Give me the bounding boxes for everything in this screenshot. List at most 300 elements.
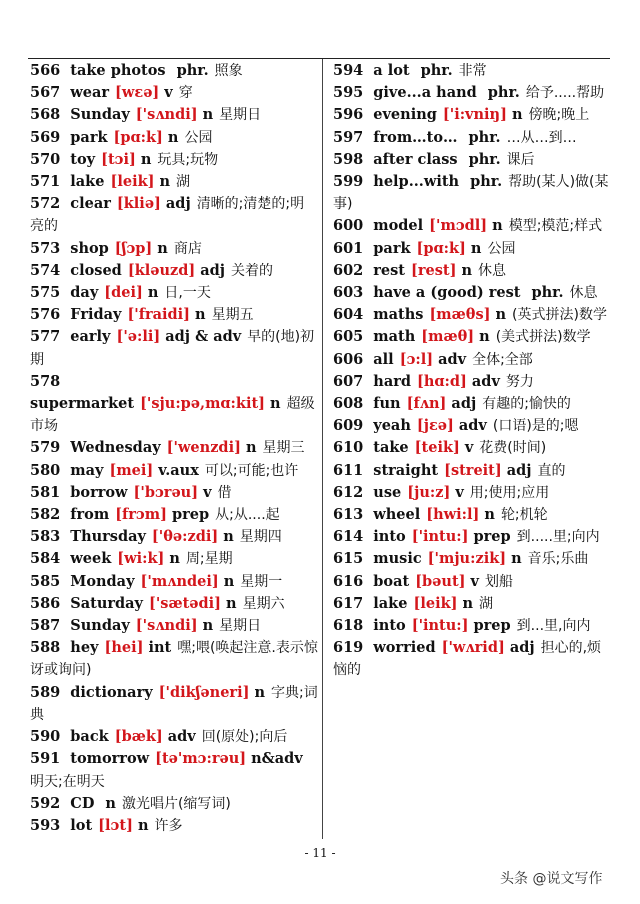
entry-number: 593: [30, 816, 61, 834]
entry-meaning: 关着的: [231, 262, 274, 279]
entry-578: [30, 371, 318, 438]
entry-meaning: (美式拼法)数学: [495, 329, 591, 346]
entry-number: 586: [30, 594, 61, 612]
entry-number: 609: [333, 417, 364, 435]
entry-pos: phr.: [468, 128, 501, 146]
entry-word: from…to…: [373, 128, 458, 146]
entry-number: 607: [333, 372, 364, 390]
entry-615: [333, 548, 611, 570]
entry-583: [30, 526, 318, 548]
entry-word: borrow: [70, 483, 128, 501]
entry-612: [333, 482, 611, 504]
entry-phonetic: [dei]: [104, 284, 143, 302]
entry-phonetic: [kliə]: [116, 195, 161, 213]
entry-pos: phr.: [468, 150, 501, 168]
entry-pos: adj: [509, 639, 535, 657]
entry-604: [333, 304, 611, 326]
entry-meaning: 从;从....起: [215, 507, 280, 524]
entry-word: week: [70, 550, 112, 568]
entry-meaning: 给予.....帮助: [525, 85, 605, 102]
entry-phonetic: [ʃɔp]: [114, 239, 153, 257]
entry-580: [30, 460, 318, 482]
entry-word: model: [373, 217, 424, 235]
entry-number: 614: [333, 528, 364, 546]
entry-word: may: [70, 461, 104, 479]
entry-pos: prep: [473, 528, 511, 546]
entry-word: lake: [70, 173, 105, 191]
entry-phonetic: ['θə:zdi]: [151, 528, 219, 546]
entry-word: supermarket: [30, 395, 135, 413]
entry-pos: n&adv: [251, 750, 303, 768]
entry-phonetic: [frɔm]: [115, 506, 167, 524]
entry-number: 583: [30, 528, 61, 546]
entry-number: 617: [333, 594, 364, 612]
entry-phonetic: [bæk]: [114, 728, 163, 746]
entry-phonetic: [pɑ:k]: [416, 239, 466, 257]
entry-meaning: 照象: [214, 63, 243, 79]
entry-phonetic: ['i:vniŋ]: [442, 106, 507, 124]
entry-number: 606: [333, 350, 364, 368]
entry-word: park: [70, 128, 108, 146]
entry-meaning: 到...里,向内: [516, 618, 591, 635]
entry-meaning: 帮助(某人)做(某事): [333, 174, 609, 213]
entry-meaning: 全体;全部: [472, 351, 533, 368]
entry-number: 573: [30, 239, 61, 257]
entry-word: worried: [373, 639, 436, 657]
entry-meaning: 穿: [178, 85, 193, 102]
entry-number: 596: [333, 106, 364, 124]
entry-584: [30, 548, 318, 570]
entry-number: 579: [30, 439, 61, 457]
entry-word: shop: [70, 239, 109, 257]
entry-phonetic: ['dikʃəneri]: [158, 683, 250, 701]
entry-meaning: 字典;词典: [30, 684, 318, 723]
entry-number: 587: [30, 617, 61, 635]
entry-phonetic: ['sætədi]: [149, 594, 222, 612]
entry-582: [30, 504, 318, 526]
entry-meaning: 轮;机轮: [500, 507, 548, 524]
entry-pos: v.aux: [158, 461, 199, 479]
entry-phonetic: ['ə:li]: [116, 328, 161, 346]
entry-meaning: (英式拼法)数学: [512, 307, 607, 324]
entry-number: 610: [333, 439, 364, 457]
entry-word: clear: [70, 195, 111, 213]
entry-pos: v: [470, 572, 479, 590]
entry-592: [30, 793, 318, 815]
entry-614: [333, 526, 611, 548]
entry-599: [333, 171, 611, 215]
entry-meaning: 努力: [505, 373, 534, 390]
entry-number: 616: [333, 572, 364, 590]
entry-pos: n: [105, 794, 116, 812]
entry-meaning: 湖: [176, 174, 191, 191]
entry-number: 590: [30, 728, 61, 746]
entry-phonetic: ['sʌndi]: [135, 106, 198, 124]
left-column: [30, 60, 318, 837]
entry-phonetic: [tɔi]: [101, 150, 136, 168]
entry-573: [30, 238, 318, 260]
entry-word: day: [70, 284, 99, 302]
entry-pos: phr.: [470, 173, 503, 191]
entry-pos: n: [140, 150, 152, 168]
entry-pos: n: [511, 106, 523, 124]
entry-pos: n: [137, 816, 149, 834]
entry-number: 603: [333, 284, 364, 302]
entry-567: [30, 82, 318, 104]
entry-word: use: [373, 483, 402, 501]
entry-word: closed: [70, 261, 122, 279]
entry-word: Saturday: [70, 594, 143, 612]
entry-576: [30, 304, 318, 326]
entry-meaning: 直的: [537, 462, 566, 479]
entry-pos: adv: [438, 350, 467, 368]
entry-word: wheel: [373, 506, 421, 524]
entry-word: CD: [70, 794, 95, 812]
entry-601: [333, 238, 611, 260]
entry-number: 618: [333, 617, 364, 635]
entry-607: [333, 371, 611, 393]
entry-number: 601: [333, 239, 364, 257]
entry-pos: int: [148, 639, 172, 657]
entry-pos: n: [270, 395, 281, 413]
entry-number: 572: [30, 195, 61, 213]
entry-word: wear: [70, 84, 110, 102]
entry-word: yeah: [373, 417, 411, 435]
entry-phonetic: [rest]: [411, 261, 457, 279]
entry-pos: phr.: [487, 84, 520, 102]
entry-number: 567: [30, 84, 61, 102]
entry-number: 613: [333, 506, 364, 524]
entry-587: [30, 615, 318, 637]
entry-617: [333, 593, 611, 615]
entry-word: toy: [70, 150, 96, 168]
entry-572: [30, 193, 318, 237]
entry-phonetic: [mei]: [109, 461, 154, 479]
entry-meaning: 划船: [484, 573, 513, 590]
entry-585: [30, 571, 318, 593]
entry-meaning: 星期五: [211, 307, 254, 324]
entry-number: 602: [333, 261, 364, 279]
entry-number: 615: [333, 550, 364, 568]
entry-596: [333, 104, 611, 126]
entry-591: [30, 748, 318, 792]
entry-608: [333, 393, 611, 415]
entry-meaning: 回(原处);向后: [201, 729, 288, 746]
entry-word: have a (good) rest: [373, 284, 521, 302]
entry-595: [333, 82, 611, 104]
entry-phonetic: [ɔ:l]: [399, 350, 434, 368]
entry-number: 599: [333, 173, 364, 191]
entry-word: Sunday: [70, 617, 130, 635]
entry-word: a lot: [373, 62, 410, 79]
entry-pos: n: [157, 239, 168, 257]
entry-pos: prep: [473, 617, 511, 635]
entry-phonetic: [teik]: [414, 439, 460, 457]
entry-word: take: [373, 439, 409, 457]
entry-pos: adj: [451, 395, 477, 413]
entry-pos: v: [164, 84, 173, 102]
entry-number: 592: [30, 794, 61, 812]
entry-meaning: 公园: [184, 129, 213, 146]
entry-phonetic: [wi:k]: [117, 550, 165, 568]
entry-pos: n: [462, 594, 474, 612]
entry-meaning: 到.....里;向内: [516, 529, 600, 546]
entry-pos: n: [254, 683, 265, 701]
entry-number: 575: [30, 284, 61, 302]
entry-word: from: [70, 506, 110, 524]
entry-pos: n: [223, 528, 234, 546]
entry-number: 588: [30, 639, 61, 657]
entry-meaning: 公园: [487, 240, 516, 257]
entry-meaning: 非常: [458, 63, 487, 79]
entry-word: evening: [373, 106, 437, 124]
entry-word: rest: [373, 261, 406, 279]
entry-pos: n: [245, 439, 257, 457]
entry-word: dictionary: [70, 683, 153, 701]
entry-pos: phr.: [420, 62, 453, 79]
entry-616: [333, 571, 611, 593]
entry-611: [333, 460, 611, 482]
entry-phonetic: ['fraidi]: [127, 306, 191, 324]
entry-word: early: [70, 328, 111, 346]
entry-meaning: 嘿;喂(唤起注意.表示惊讶或询问): [30, 640, 318, 679]
entry-597: [333, 127, 611, 149]
entry-pos: adj: [200, 261, 226, 279]
entry-number: 611: [333, 461, 364, 479]
entry-pos: n: [470, 239, 482, 257]
entry-meaning: 周;星期: [185, 551, 233, 568]
entry-570: [30, 149, 318, 171]
entry-568: [30, 104, 318, 126]
entry-word: park: [373, 239, 411, 257]
entry-pos: adv: [458, 417, 487, 435]
entry-number: 578: [30, 372, 61, 390]
entry-phonetic: [hei]: [104, 639, 144, 657]
entry-602: [333, 260, 611, 282]
entry-phonetic: [pɑ:k]: [113, 128, 163, 146]
entry-meaning: 模型;模范;样式: [508, 218, 603, 235]
entry-word: take photos: [70, 62, 166, 79]
entry-meaning: 可以;可能;也许: [204, 462, 299, 479]
entry-number: 571: [30, 173, 61, 191]
entry-word: maths: [373, 306, 424, 324]
entry-609: [333, 415, 611, 437]
entry-meaning: 休息: [478, 262, 507, 279]
entry-number: 591: [30, 750, 61, 768]
entry-number: 574: [30, 261, 61, 279]
entry-phonetic: [kləuzd]: [127, 261, 196, 279]
entry-phonetic: [leik]: [413, 594, 458, 612]
entry-phonetic: [hɑ:d]: [417, 372, 467, 390]
entry-number: 577: [30, 328, 61, 346]
entry-number: 612: [333, 483, 364, 501]
entry-meaning: 星期一: [240, 573, 283, 590]
entry-pos: adv: [167, 728, 196, 746]
entry-meaning: 明天;在明天: [30, 773, 105, 790]
entry-phonetic: ['wenzdi]: [166, 439, 241, 457]
entry-phonetic: [leik]: [110, 173, 155, 191]
entry-meaning: 傍晚;晚上: [528, 107, 590, 124]
entry-number: 605: [333, 328, 364, 346]
entry-pos: v: [455, 483, 464, 501]
entry-pos: phr.: [531, 284, 564, 302]
entry-meaning: 借: [217, 484, 232, 501]
entry-pos: prep: [171, 506, 210, 524]
top-rule: [28, 58, 610, 59]
entry-number: 568: [30, 106, 61, 124]
entry-phonetic: [mæθs]: [429, 306, 491, 324]
entry-619: [333, 637, 611, 681]
entry-phonetic: ['mɔdl]: [429, 217, 488, 235]
entry-meaning: …从…到…: [506, 129, 577, 146]
entry-word: all: [373, 350, 394, 368]
entry-word: Friday: [70, 306, 122, 324]
entry-606: [333, 349, 611, 371]
right-column: [333, 60, 611, 682]
entry-569: [30, 127, 318, 149]
entry-meaning: 早的(地)初期: [30, 329, 315, 368]
entry-meaning: 休息: [569, 285, 598, 302]
entry-571: [30, 171, 318, 193]
entry-word: Wednesday: [70, 439, 161, 457]
entry-603: [333, 282, 611, 304]
entry-number: 619: [333, 639, 364, 657]
entry-meaning: 用;使用;应用: [469, 484, 550, 501]
entry-meaning: 花费(时间): [479, 440, 547, 457]
entry-number: 600: [333, 217, 364, 235]
entry-phonetic: ['mʌndei]: [140, 572, 219, 590]
entry-meaning: 星期日: [219, 618, 262, 635]
entry-pos: n: [195, 306, 206, 324]
entry-meaning: 日,一天: [164, 285, 211, 302]
entry-phonetic: [streit]: [444, 461, 502, 479]
entry-phonetic: ['intu:]: [411, 528, 469, 546]
entry-word: Monday: [70, 572, 135, 590]
entry-word: Sunday: [70, 106, 130, 124]
entry-pos: phr.: [176, 62, 209, 79]
entry-number: 595: [333, 84, 364, 102]
entry-word: fun: [373, 395, 401, 413]
entry-word: into: [373, 617, 406, 635]
entry-number: 585: [30, 572, 61, 590]
entry-phonetic: [lɔt]: [98, 816, 133, 834]
entry-605: [333, 326, 611, 348]
entry-meaning: 清晰的;清楚的;明亮的: [30, 196, 305, 235]
entry-word: music: [373, 550, 422, 568]
entry-word: back: [70, 728, 109, 746]
entry-566: [30, 60, 318, 82]
entry-meaning: 玩具;玩物: [157, 151, 219, 168]
entry-pos: n: [159, 173, 171, 191]
entry-meaning: 星期四: [239, 529, 282, 546]
entry-phonetic: [bəut]: [415, 572, 466, 590]
entry-word: lake: [373, 594, 408, 612]
entry-pos: adj: [165, 195, 191, 213]
entry-phonetic: ['sʌndi]: [135, 617, 198, 635]
entry-number: 569: [30, 128, 61, 146]
entry-581: [30, 482, 318, 504]
entry-meaning: 超级市场: [30, 396, 315, 435]
entry-meaning: 课后: [506, 151, 535, 168]
column-divider: [322, 59, 323, 839]
entry-meaning: 担心的,烦恼的: [333, 640, 602, 679]
entry-pos: n: [484, 506, 495, 524]
entry-618: [333, 615, 611, 637]
entry-577: [30, 326, 318, 370]
entry-pos: adj & adv: [165, 328, 242, 346]
entry-word: into: [373, 528, 406, 546]
entry-number: 582: [30, 506, 61, 524]
entry-meaning: 激光唱片(缩写词): [121, 795, 231, 812]
entry-meaning: 音乐;乐曲: [527, 551, 589, 568]
entry-word: lot: [70, 816, 93, 834]
entry-word: tomorrow: [70, 750, 150, 768]
entry-pos: n: [511, 550, 522, 568]
entry-588: [30, 637, 318, 681]
entry-word: hard: [373, 372, 411, 390]
entry-number: 566: [30, 62, 61, 79]
entry-593: [30, 815, 318, 837]
entry-phonetic: ['intu:]: [411, 617, 469, 635]
entry-meaning: 星期六: [242, 595, 285, 612]
entry-phonetic: [jɛə]: [416, 417, 454, 435]
entry-number: 580: [30, 461, 61, 479]
entry-word: boat: [373, 572, 410, 590]
entry-number: 581: [30, 483, 61, 501]
entry-pos: n: [495, 306, 507, 324]
entry-pos: n: [223, 572, 235, 590]
entry-meaning: 湖: [479, 595, 494, 612]
entry-589: [30, 682, 318, 726]
entry-574: [30, 260, 318, 282]
entry-word: after class: [373, 150, 458, 168]
entry-phonetic: [fʌn]: [406, 395, 447, 413]
entry-pos: n: [147, 284, 159, 302]
entry-pos: n: [167, 128, 179, 146]
entry-number: 604: [333, 306, 364, 324]
entry-number: 594: [333, 62, 364, 79]
entry-number: 570: [30, 150, 61, 168]
entry-phonetic: ['mju:zik]: [427, 550, 507, 568]
entry-594: [333, 60, 611, 82]
entry-pos: n: [202, 106, 214, 124]
entry-579: [30, 437, 318, 459]
entry-meaning: 有趣的;愉快的: [482, 396, 571, 413]
entry-phonetic: ['wʌrid]: [441, 639, 505, 657]
entry-word: hey: [70, 639, 99, 657]
entry-meaning: (口语)是的;嗯: [492, 418, 579, 435]
entry-pos: n: [169, 550, 180, 568]
entry-pos: adj: [506, 461, 532, 479]
entry-pos: n: [479, 328, 490, 346]
entry-pos: v: [203, 483, 212, 501]
entry-number: 597: [333, 128, 364, 146]
entry-610: [333, 437, 611, 459]
entry-phonetic: ['bɔrəu]: [133, 483, 199, 501]
watermark-text: 头条 @说文写作: [500, 871, 603, 887]
entry-586: [30, 593, 318, 615]
entry-phonetic: [ju:z]: [407, 483, 451, 501]
entry-phonetic: [hwi:l]: [426, 506, 480, 524]
entry-meaning: 许多: [154, 817, 183, 834]
entry-pos: n: [461, 261, 473, 279]
entry-phonetic: [wɛə]: [115, 84, 160, 102]
entry-phonetic: [tə'mɔ:rəu]: [155, 750, 247, 768]
page-number: - 11 -: [304, 846, 336, 860]
entry-word: math: [373, 328, 416, 346]
entry-number: 608: [333, 395, 364, 413]
entry-number: 598: [333, 150, 364, 168]
